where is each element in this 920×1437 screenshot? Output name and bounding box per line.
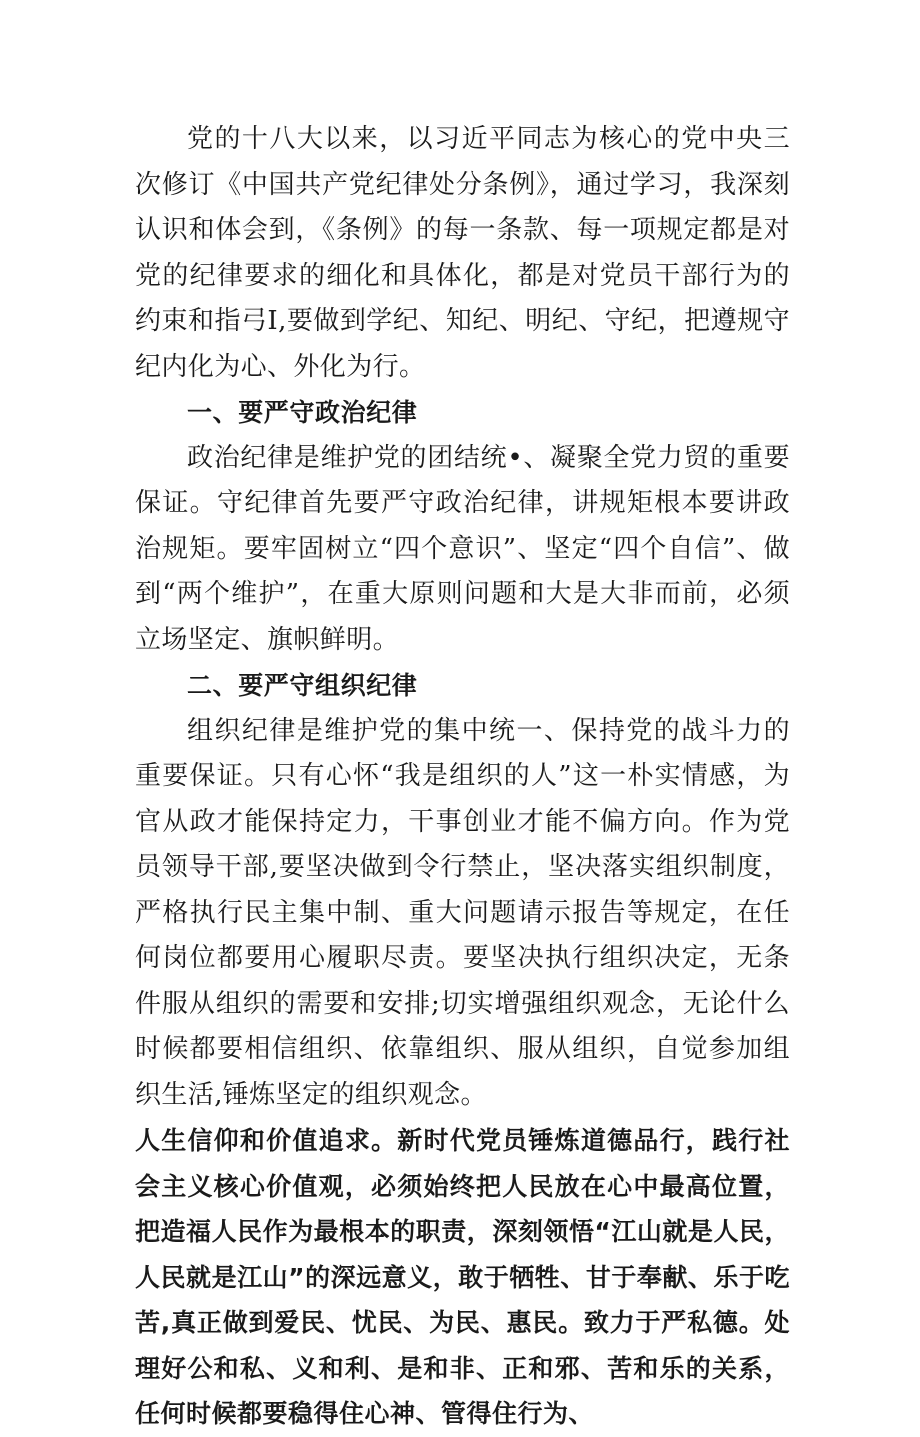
organizational-discipline-paragraph: 组织纪律是维护党的集中统一、保持党的战斗力的重要保证。只有心怀“我是组织的人”这一朴实情感，为官从政才能保持定力，干事创业才能不偏方向。作为党员领导干部,要坚决做到令行禁止，坚决落实组织制度，严格执行民主集中制、重大问题请示报告等规定，在任何岗位都要用心履职尽责。要坚决执行组织决定，无条件服从组织的需要和安排;切实增强组织观念，无论什么时候都要相信组织、依靠组织、服从组织，自觉参加组织生活,锤炼坚定的组织观念。 (135, 715, 790, 1110)
section-heading-organizational-discipline: 二、要严守组织纪律 (187, 671, 418, 700)
political-discipline-paragraph: 政治纪律是维护党的团结统•、凝聚全党力贸的重要保证。守纪律首先要严守政治纪律，讲规矩根本要讲政治规矩。要牢固树立“四个意识”、坚定“四个自信”、做到“两个维护”，在重大原则问题和大是大非而前，必须立场坚定、旗帜鲜明。 (135, 442, 790, 655)
moral-conduct-paragraph: 人生信仰和价值追求。新时代党员锤炼道德品行，践行社会主义核心价值观，必须始终把人民放在心中最高位置，把造福人民作为最根本的职责，深刻领悟“江山就是人民，人民就是江山”的深远意义，敢于牺牲、甘于奉献、乐于吃苦,真正做到爱民、忧民、为民、惠民。致力于严私德。处理好公和私、义和利、是和非、正和邪、苦和乐的关系，任何时候都要稳得住心神、管得住行为、 (135, 1126, 790, 1428)
section-heading-political-discipline: 一、要严守政治纪律 (187, 398, 418, 427)
document-body (135, 117, 790, 1437)
intro-paragraph: 党的十八大以来，以习近平同志为核心的党中央三次修订《中国共产党纪律处分条例》，通过学习，我深刻认识和体会到，《条例》的每一条款、每一项规定都是对党的纪律要求的细化和具体化，都是对党员干部行为的约束和指弓I,要做到学纪、知纪、明纪、守纪，把遵规守纪内化为心、外化为行。 (135, 124, 790, 382)
